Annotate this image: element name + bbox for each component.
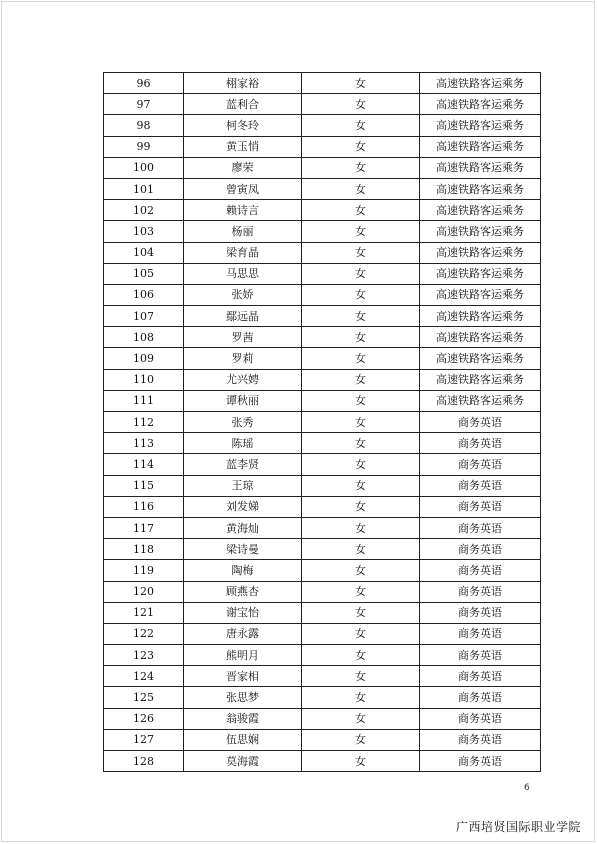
student-name-cell: 黄玉悄 [184, 136, 302, 157]
table-row [104, 348, 541, 369]
gender-cell: 女 [302, 73, 420, 94]
major-cell: 商务英语 [420, 454, 541, 475]
student-name-cell: 梁诗曼 [184, 539, 302, 560]
table-row [104, 94, 541, 115]
table-row [104, 412, 541, 433]
gender-cell: 女 [302, 284, 420, 305]
major-cell: 商务英语 [420, 708, 541, 729]
row-number-cell: 97 [104, 94, 184, 115]
major-cell: 高速铁路客运乘务 [420, 73, 541, 94]
row-number-cell: 115 [104, 475, 184, 496]
major-cell: 商务英语 [420, 517, 541, 538]
gender-cell: 女 [302, 645, 420, 666]
table-row [104, 284, 541, 305]
student-name-cell: 伍思娴 [184, 729, 302, 750]
table-row [104, 454, 541, 475]
row-number-cell: 110 [104, 369, 184, 390]
student-name-cell: 张娇 [184, 284, 302, 305]
row-number-cell: 114 [104, 454, 184, 475]
student-name-cell: 顾燕杏 [184, 581, 302, 602]
roster-body [104, 73, 541, 772]
gender-cell: 女 [302, 412, 420, 433]
student-name-cell: 罗茜 [184, 327, 302, 348]
student-name-cell: 曾寅凤 [184, 178, 302, 199]
gender-cell: 女 [302, 221, 420, 242]
table-row [104, 496, 541, 517]
table-row [104, 390, 541, 411]
student-name-cell: 王琼 [184, 475, 302, 496]
gender-cell: 女 [302, 94, 420, 115]
table-row [104, 221, 541, 242]
row-number-cell: 100 [104, 157, 184, 178]
student-name-cell: 鄢远晶 [184, 306, 302, 327]
student-name-cell: 张思梦 [184, 687, 302, 708]
student-name-cell: 马思思 [184, 263, 302, 284]
table-row [104, 623, 541, 644]
student-name-cell: 莫海霞 [184, 751, 302, 772]
table-row [104, 369, 541, 390]
student-name-cell: 梁育晶 [184, 242, 302, 263]
major-cell: 商务英语 [420, 496, 541, 517]
row-number-cell: 117 [104, 517, 184, 538]
gender-cell: 女 [302, 623, 420, 644]
gender-cell: 女 [302, 263, 420, 284]
table-row [104, 136, 541, 157]
row-number-cell: 99 [104, 136, 184, 157]
row-number-cell: 101 [104, 178, 184, 199]
major-cell: 高速铁路客运乘务 [420, 94, 541, 115]
row-number-cell: 104 [104, 242, 184, 263]
gender-cell: 女 [302, 751, 420, 772]
major-cell: 高速铁路客运乘务 [420, 263, 541, 284]
major-cell: 商务英语 [420, 687, 541, 708]
table-row [104, 581, 541, 602]
major-cell: 高速铁路客运乘务 [420, 157, 541, 178]
row-number-cell: 125 [104, 687, 184, 708]
gender-cell: 女 [302, 517, 420, 538]
major-cell: 商务英语 [420, 645, 541, 666]
gender-cell: 女 [302, 306, 420, 327]
gender-cell: 女 [302, 157, 420, 178]
student-name-cell: 张秀 [184, 412, 302, 433]
student-name-cell: 柯冬玲 [184, 115, 302, 136]
gender-cell: 女 [302, 348, 420, 369]
gender-cell: 女 [302, 390, 420, 411]
table-row [104, 306, 541, 327]
table-row [104, 517, 541, 538]
major-cell: 高速铁路客运乘务 [420, 115, 541, 136]
major-cell: 高速铁路客运乘务 [420, 369, 541, 390]
major-cell: 商务英语 [420, 581, 541, 602]
table-row [104, 602, 541, 623]
major-cell: 商务英语 [420, 623, 541, 644]
student-name-cell: 廖荣 [184, 157, 302, 178]
gender-cell: 女 [302, 369, 420, 390]
gender-cell: 女 [302, 200, 420, 221]
major-cell: 高速铁路客运乘务 [420, 348, 541, 369]
student-name-cell: 罗莉 [184, 348, 302, 369]
student-name-cell: 栩家裕 [184, 73, 302, 94]
row-number-cell: 106 [104, 284, 184, 305]
student-name-cell: 谢宝怡 [184, 602, 302, 623]
row-number-cell: 126 [104, 708, 184, 729]
major-cell: 商务英语 [420, 539, 541, 560]
table-row [104, 327, 541, 348]
table-row [104, 475, 541, 496]
gender-cell: 女 [302, 242, 420, 263]
table-row [104, 708, 541, 729]
gender-cell: 女 [302, 496, 420, 517]
student-name-cell: 唐永露 [184, 623, 302, 644]
row-number-cell: 103 [104, 221, 184, 242]
row-number-cell: 102 [104, 200, 184, 221]
major-cell: 高速铁路客运乘务 [420, 242, 541, 263]
gender-cell: 女 [302, 539, 420, 560]
gender-cell: 女 [302, 327, 420, 348]
row-number-cell: 113 [104, 433, 184, 454]
student-name-cell: 翁骏霞 [184, 708, 302, 729]
table-row [104, 560, 541, 581]
gender-cell: 女 [302, 602, 420, 623]
student-name-cell: 谭秋丽 [184, 390, 302, 411]
row-number-cell: 123 [104, 645, 184, 666]
gender-cell: 女 [302, 687, 420, 708]
row-number-cell: 127 [104, 729, 184, 750]
major-cell: 高速铁路客运乘务 [420, 200, 541, 221]
major-cell: 商务英语 [420, 412, 541, 433]
table-row [104, 645, 541, 666]
row-number-cell: 96 [104, 73, 184, 94]
table-row [104, 178, 541, 199]
table-row [104, 242, 541, 263]
table-row [104, 729, 541, 750]
gender-cell: 女 [302, 136, 420, 157]
gender-cell: 女 [302, 729, 420, 750]
row-number-cell: 112 [104, 412, 184, 433]
major-cell: 商务英语 [420, 560, 541, 581]
student-name-cell: 尤兴娉 [184, 369, 302, 390]
major-cell: 商务英语 [420, 666, 541, 687]
major-cell: 高速铁路客运乘务 [420, 390, 541, 411]
table-row [104, 751, 541, 772]
gender-cell: 女 [302, 581, 420, 602]
table-row [104, 687, 541, 708]
gender-cell: 女 [302, 433, 420, 454]
row-number-cell: 116 [104, 496, 184, 517]
student-name-cell: 杨丽 [184, 221, 302, 242]
row-number-cell: 98 [104, 115, 184, 136]
gender-cell: 女 [302, 115, 420, 136]
major-cell: 商务英语 [420, 729, 541, 750]
row-number-cell: 109 [104, 348, 184, 369]
page-number: 6 [524, 783, 530, 793]
major-cell: 高速铁路客运乘务 [420, 178, 541, 199]
student-name-cell: 黄海灿 [184, 517, 302, 538]
major-cell: 商务英语 [420, 433, 541, 454]
gender-cell: 女 [302, 560, 420, 581]
row-number-cell: 128 [104, 751, 184, 772]
major-cell: 商务英语 [420, 475, 541, 496]
row-number-cell: 119 [104, 560, 184, 581]
row-number-cell: 121 [104, 602, 184, 623]
row-number-cell: 122 [104, 623, 184, 644]
row-number-cell: 111 [104, 390, 184, 411]
major-cell: 高速铁路客运乘务 [420, 327, 541, 348]
student-name-cell: 陶梅 [184, 560, 302, 581]
row-number-cell: 105 [104, 263, 184, 284]
major-cell: 商务英语 [420, 751, 541, 772]
student-name-cell: 陈瑶 [184, 433, 302, 454]
major-cell: 高速铁路客运乘务 [420, 306, 541, 327]
table-row [104, 115, 541, 136]
table-row [104, 157, 541, 178]
gender-cell: 女 [302, 454, 420, 475]
gender-cell: 女 [302, 708, 420, 729]
school-name-footer: 广西培贤国际职业学院 [455, 820, 581, 834]
table-row [104, 539, 541, 560]
row-number-cell: 124 [104, 666, 184, 687]
student-name-cell: 赖诗言 [184, 200, 302, 221]
student-name-cell: 蓝利合 [184, 94, 302, 115]
row-number-cell: 118 [104, 539, 184, 560]
gender-cell: 女 [302, 178, 420, 199]
major-cell: 高速铁路客运乘务 [420, 284, 541, 305]
table-row [104, 666, 541, 687]
major-cell: 高速铁路客运乘务 [420, 136, 541, 157]
student-name-cell: 熊明月 [184, 645, 302, 666]
table-row [104, 200, 541, 221]
table-row [104, 433, 541, 454]
student-roster-table [103, 72, 541, 772]
major-cell: 商务英语 [420, 602, 541, 623]
gender-cell: 女 [302, 475, 420, 496]
table-row [104, 263, 541, 284]
student-name-cell: 晋家相 [184, 666, 302, 687]
row-number-cell: 107 [104, 306, 184, 327]
student-name-cell: 蓝李贤 [184, 454, 302, 475]
student-name-cell: 刘发娣 [184, 496, 302, 517]
gender-cell: 女 [302, 666, 420, 687]
row-number-cell: 108 [104, 327, 184, 348]
major-cell: 高速铁路客运乘务 [420, 221, 541, 242]
table-row [104, 73, 541, 94]
row-number-cell: 120 [104, 581, 184, 602]
